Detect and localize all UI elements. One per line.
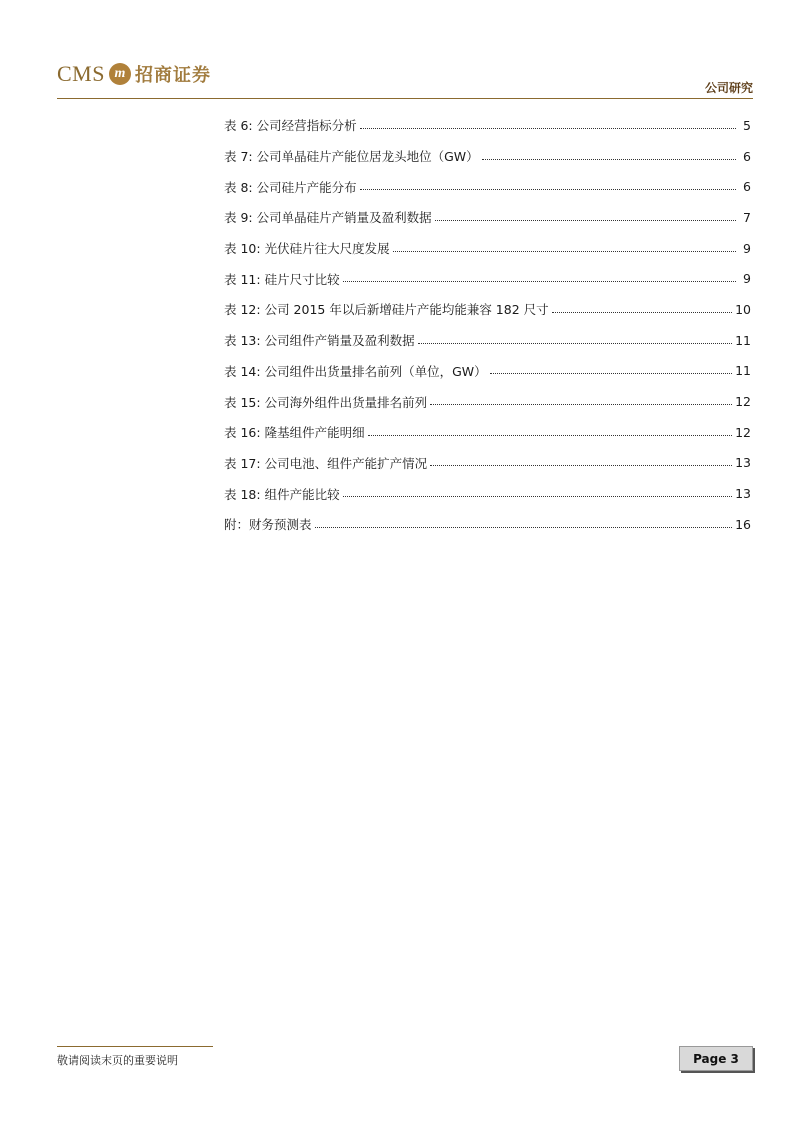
- logo-badge-letter: m: [114, 66, 126, 81]
- toc-entry-title: 表 18: 组件产能比较: [224, 486, 340, 502]
- toc-entry-title: 附：财务预测表: [224, 517, 312, 533]
- toc-entry[interactable]: [224, 263, 751, 294]
- toc-entry-page: 6: [743, 179, 751, 195]
- toc-entry[interactable]: [224, 509, 751, 540]
- toc-entry-title: 表 17: 公司电池、组件产能扩产情况: [224, 455, 428, 471]
- logo-chinese-name: 招商证券: [134, 65, 211, 86]
- toc-entry[interactable]: [224, 356, 751, 387]
- toc-entry-page: 10: [735, 301, 751, 317]
- toc-entry-page: 13: [735, 455, 751, 471]
- toc-leader-dots: [490, 373, 732, 374]
- toc-leader-dots: [343, 496, 733, 497]
- logo-badge-icon: [109, 63, 131, 85]
- toc-entry[interactable]: [224, 478, 751, 509]
- toc-entry-title: 表 14: 公司组件出货量排名前列（单位，GW）: [224, 363, 487, 379]
- toc-leader-dots: [482, 159, 736, 160]
- toc-entry-title: 表 7: 公司单晶硅片产能位居龙头地位（GW）: [224, 149, 479, 165]
- toc-leader-dots: [393, 251, 736, 252]
- header-divider: [57, 98, 753, 99]
- toc-entry-title: 表 8: 公司硅片产能分布: [224, 179, 357, 195]
- logo-cms-text: CMS: [57, 61, 105, 86]
- toc-entry-page: 12: [735, 424, 751, 440]
- page-header: [57, 56, 753, 100]
- toc-leader-dots: [343, 281, 736, 282]
- toc-entry-title: 表 16: 隆基组件产能明细: [224, 425, 365, 441]
- toc-entry-page: 12: [735, 394, 751, 410]
- toc-leader-dots: [315, 527, 733, 528]
- toc-entry-page: 6: [743, 148, 751, 164]
- toc-entry-title: 表 11: 硅片尺寸比较: [224, 271, 340, 287]
- toc-entry-title: 表 6: 公司经营指标分析: [224, 118, 357, 134]
- section-label: 公司研究: [704, 81, 753, 95]
- toc-entry-title: 表 9: 公司单晶硅片产销量及盈利数据: [224, 210, 432, 226]
- toc-entry[interactable]: [224, 417, 751, 448]
- toc-entry[interactable]: [224, 110, 751, 141]
- toc-entry[interactable]: [224, 448, 751, 479]
- toc-leader-dots: [552, 312, 732, 313]
- toc-entry[interactable]: [224, 141, 751, 172]
- toc-entry-page: 11: [735, 332, 751, 348]
- toc-entry-page: 9: [743, 240, 751, 256]
- toc-entry-page: 13: [735, 486, 751, 502]
- toc-entry[interactable]: [224, 294, 751, 325]
- toc-entry[interactable]: [224, 386, 751, 417]
- toc-entry-page: 11: [735, 363, 751, 379]
- company-logo: [57, 60, 211, 88]
- disclaimer-note: 敬请阅读末页的重要说明: [57, 1054, 178, 1067]
- toc-leader-dots: [430, 465, 732, 466]
- toc-entry[interactable]: [224, 325, 751, 356]
- footer-divider: [57, 1046, 213, 1047]
- toc-entry-page: 16: [735, 516, 751, 532]
- toc-leader-dots: [360, 189, 736, 190]
- table-of-contents: [224, 110, 751, 540]
- toc-entry-page: 5: [743, 117, 751, 133]
- page-footer: [57, 1046, 753, 1076]
- toc-entry-title: 表 12: 公司 2015 年以后新增硅片产能均能兼容 182 尺寸: [224, 302, 549, 318]
- toc-entry-title: 表 13: 公司组件产销量及盈利数据: [224, 333, 415, 349]
- toc-entry[interactable]: [224, 202, 751, 233]
- toc-entry-page: 7: [743, 209, 751, 225]
- toc-leader-dots: [368, 435, 733, 436]
- toc-leader-dots: [360, 128, 736, 129]
- toc-leader-dots: [418, 343, 733, 344]
- toc-entry-title: 表 15: 公司海外组件出货量排名前列: [224, 394, 428, 410]
- toc-entry-title: 表 10: 光伏硅片往大尺度发展: [224, 241, 390, 257]
- page-number-box: Page 3: [679, 1046, 753, 1071]
- toc-entry[interactable]: [224, 233, 751, 264]
- toc-leader-dots: [430, 404, 732, 405]
- toc-leader-dots: [435, 220, 736, 221]
- toc-entry-page: 9: [743, 271, 751, 287]
- toc-entry[interactable]: [224, 171, 751, 202]
